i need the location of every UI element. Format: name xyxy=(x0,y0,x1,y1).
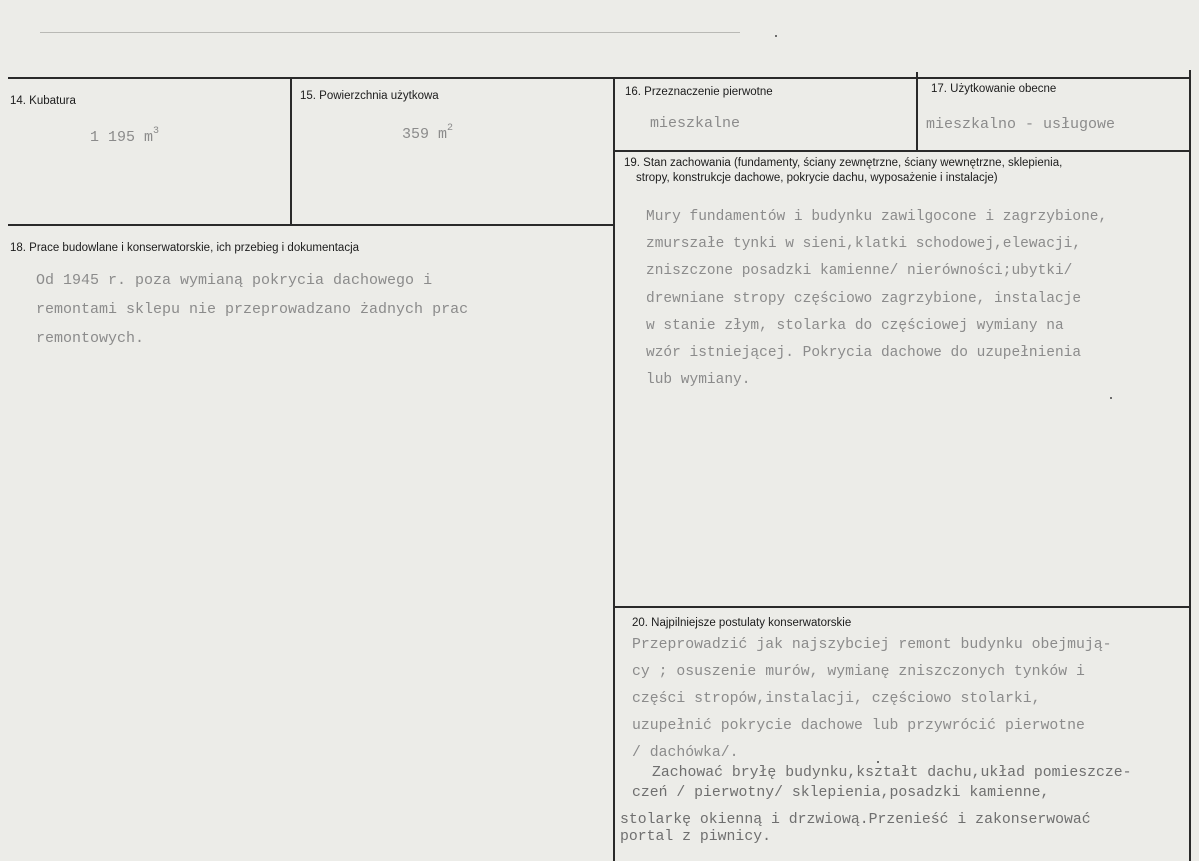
field-14-label: 14. Kubatura xyxy=(10,95,76,107)
field-14-number: 1 195 m xyxy=(90,129,154,146)
field-16-value: mieszkalne xyxy=(650,115,741,132)
field-19-line: Mury fundamentów i budynku zawilgocone i zagrzybione, xyxy=(646,209,1108,225)
field-15-label: 15. Powierzchnia użytkowa xyxy=(300,90,439,102)
field-19-text xyxy=(646,204,1107,394)
field-20-line: cy ; osuszenie murów, wymianę zniszczonych tynków i xyxy=(632,664,1085,680)
field-17-value: mieszkalno - usługowe xyxy=(926,116,1116,133)
field-20-text-3 xyxy=(620,812,1091,846)
field-20-label: 20. Najpilniejsze postulaty konserwatorskie xyxy=(632,617,852,629)
field-20-text-2 xyxy=(632,763,1132,803)
field-19-line: w stanie złym, stolarka do częściowej wymiany na xyxy=(646,317,1064,334)
field-16-label: 16. Przeznaczenie pierwotne xyxy=(625,86,773,98)
field-18-line: Od 1945 r. poza wymianą pokrycia dachowego i xyxy=(36,272,433,289)
divider-v-right xyxy=(1189,70,1191,861)
field-20-line: stolarkę okienną i drzwiową.Przenieść i zakonserwować xyxy=(620,812,1091,828)
field-20-line: portal z piwnicy. xyxy=(620,829,771,845)
field-14-value xyxy=(90,126,159,146)
field-20-line: czeń / pierwotny/ sklepienia,posadzki kamienne, xyxy=(632,785,1050,801)
field-17-label: 17. Użytkowanie obecne xyxy=(931,83,1057,95)
divider-v-center xyxy=(613,78,615,861)
divider-h-16 xyxy=(614,150,1191,152)
field-19-line: drewniane stropy częściowo zagrzybione, instalacje xyxy=(646,290,1082,307)
field-20-line: części stropów,instalacji, częściowo stolarki, xyxy=(632,691,1041,707)
divider-h-20 xyxy=(614,606,1191,608)
field-18-label: 18. Prace budowlane i konserwatorskie, ich przebieg i dokumentacja xyxy=(10,242,360,254)
faint-line-top xyxy=(40,32,740,33)
field-20-text xyxy=(632,632,1112,767)
divider-v-16-17 xyxy=(916,72,918,152)
field-19-label-1: 19. Stan zachowania (fundamenty, ściany zewnętrzne, ściany wewnętrzne, sklepienia, xyxy=(624,157,1063,169)
field-15-exponent: 2 xyxy=(447,123,454,134)
divider-v-14-15 xyxy=(290,78,292,226)
field-14-exponent: 3 xyxy=(153,126,160,137)
field-15-number: 359 m xyxy=(402,126,448,143)
field-19-label-2: stropy, konstrukcje dachowe, pokrycie dachu, wyposażenie i instalacje) xyxy=(636,172,998,184)
field-19-line: zniszczone posadzki kamienne/ nierówności;ubytki/ xyxy=(646,263,1073,280)
field-19-line: zmurszałe tynki w sieni,klatki schodowej,elewacji, xyxy=(646,236,1082,253)
speck xyxy=(775,35,777,37)
field-20-line: / dachówka/. xyxy=(632,745,739,761)
divider-top xyxy=(8,77,1191,79)
field-18-line: remontami sklepu nie przeprowadzano żadnych prac xyxy=(36,301,469,318)
field-18-line: remontowych. xyxy=(36,330,145,347)
field-15-value xyxy=(402,123,453,143)
field-20-line: Przeprowadzić jak najszybciej remont budynku obejmują- xyxy=(632,637,1112,653)
field-18-text xyxy=(36,266,468,353)
field-19-line: lub wymiany. xyxy=(646,372,751,389)
field-20-line: Zachować bryłę budynku,kształt dachu,układ pomieszcze- xyxy=(652,765,1132,781)
field-20-line: uzupełnić pokrycie dachowe lub przywrócić pierwotne xyxy=(632,718,1085,734)
speck xyxy=(1110,397,1112,399)
divider-h-row2 xyxy=(8,224,614,226)
field-19-line: wzór istniejącej. Pokrycia dachowe do uzupełnienia xyxy=(646,345,1082,362)
